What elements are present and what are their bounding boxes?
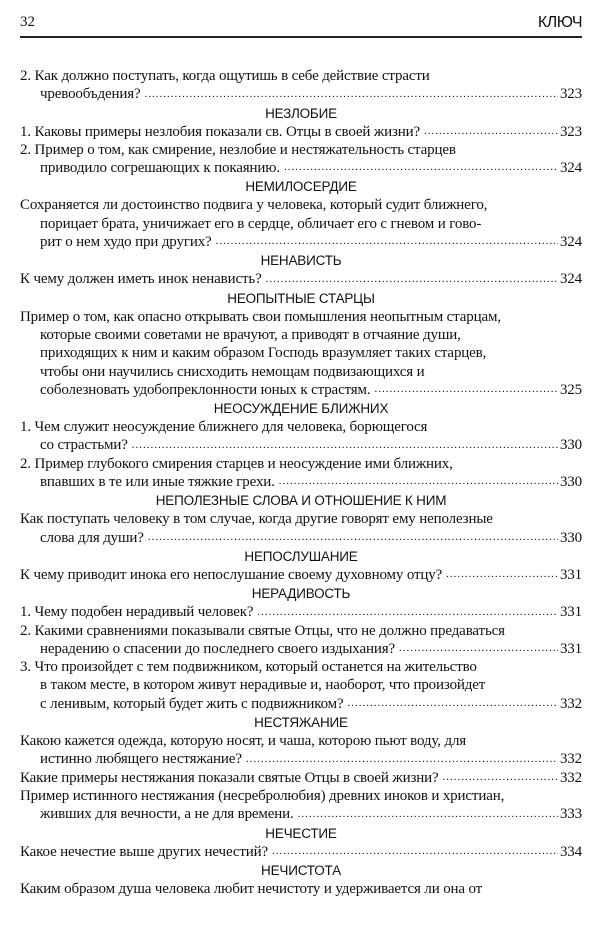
page-reference: 323 bbox=[559, 123, 582, 140]
section-title: НЕНАВИСТЬ bbox=[260, 253, 342, 269]
dot-leader bbox=[298, 805, 558, 823]
dot-leader bbox=[216, 233, 558, 251]
page-reference: 332 bbox=[559, 695, 582, 712]
entry-line bbox=[20, 159, 582, 177]
toc-entry bbox=[20, 270, 582, 288]
entry-line bbox=[20, 603, 582, 621]
dot-leader bbox=[132, 436, 558, 454]
entry-text: истинно любящего нестяжание? bbox=[40, 751, 242, 768]
entry-line bbox=[20, 658, 582, 676]
entry-text: со страстьми? bbox=[40, 437, 128, 454]
toc-entry bbox=[20, 603, 582, 621]
dot-leader bbox=[348, 695, 558, 713]
entry-line bbox=[20, 363, 582, 381]
toc-entry bbox=[20, 196, 582, 251]
entry-text: 1. Чему подобен нерадивый человек? bbox=[20, 604, 254, 621]
toc-section bbox=[20, 824, 582, 861]
entry-line bbox=[20, 123, 582, 141]
toc-section bbox=[20, 289, 582, 399]
page-reference: 324 bbox=[559, 234, 582, 251]
page-reference: 330 bbox=[559, 437, 582, 454]
entry-line bbox=[20, 381, 582, 399]
toc-section bbox=[20, 104, 582, 178]
table-of-contents bbox=[20, 67, 582, 898]
toc-entry bbox=[20, 769, 582, 787]
entry-text: соболезновать удобопреклонности юных к страстям. bbox=[40, 381, 371, 398]
entry-text: Как поступать человеку в том случае, когда другие говорят ему неполезные bbox=[20, 511, 493, 528]
section-title: НЕОСУЖДЕНИЕ БЛИЖНИХ bbox=[213, 401, 389, 417]
page-reference: 323 bbox=[559, 86, 582, 103]
entry-line bbox=[20, 196, 582, 214]
entry-text: впавших в те или иные тяжкие грехи. bbox=[40, 474, 275, 491]
dot-leader bbox=[272, 843, 558, 861]
entry-text: Сохраняется ли достоинство подвига у человека, который судит ближнего, bbox=[20, 197, 488, 214]
section-title: НЕМИЛОСЕРДИЕ bbox=[245, 179, 357, 195]
page-reference: 330 bbox=[559, 474, 582, 491]
entry-line bbox=[20, 233, 582, 251]
toc-entry bbox=[20, 622, 582, 659]
toc-section bbox=[20, 584, 582, 713]
entry-line bbox=[20, 529, 582, 547]
toc-entry bbox=[20, 510, 582, 547]
toc-entry bbox=[20, 566, 582, 584]
toc-section bbox=[20, 399, 582, 491]
entry-text: 2. Какими сравнениями показывали святые Отцы, что не должно предаваться bbox=[20, 622, 505, 639]
dot-leader bbox=[443, 769, 558, 787]
entry-text: К чему приводит инока его непослушание своему духовному отцу? bbox=[20, 566, 443, 583]
page-reference: 330 bbox=[559, 529, 582, 546]
toc-section bbox=[20, 491, 582, 547]
entry-text: живших для вечности, а не для времени. bbox=[40, 806, 294, 823]
entry-line bbox=[20, 732, 582, 750]
toc-section bbox=[20, 251, 582, 288]
page-reference: 324 bbox=[559, 160, 582, 177]
toc-entry bbox=[20, 787, 582, 824]
dot-leader bbox=[424, 123, 558, 141]
entry-line bbox=[20, 418, 582, 436]
page-reference: 334 bbox=[559, 843, 582, 860]
page-reference: 332 bbox=[559, 751, 582, 768]
page-reference: 333 bbox=[559, 806, 582, 823]
dot-leader bbox=[145, 85, 558, 103]
entry-text: Пример о том, как опасно открывать свои помышления неопытным старцам, bbox=[20, 308, 501, 325]
toc-section bbox=[20, 547, 582, 584]
entry-text: слова для души? bbox=[40, 529, 144, 546]
page-reference: 325 bbox=[559, 381, 582, 398]
entry-text: 2. Как должно поступать, когда ощутишь в себе действие страсти bbox=[20, 68, 430, 84]
dot-leader bbox=[266, 270, 558, 288]
entry-text: приходящих к ним и каким образом Господь вразумляет таких старцев, bbox=[40, 345, 487, 362]
toc-section bbox=[20, 67, 582, 104]
entry-line bbox=[20, 344, 582, 362]
toc-entry bbox=[20, 455, 582, 492]
entry-line bbox=[20, 880, 582, 898]
toc-entry bbox=[20, 418, 582, 455]
entry-text: Какие примеры нестяжания показали святые Отцы в своей жизни? bbox=[20, 769, 439, 786]
entry-text: приводило согрешающих к покаянию. bbox=[40, 160, 280, 177]
entry-line bbox=[20, 67, 582, 85]
dot-leader bbox=[148, 529, 558, 547]
section-title: НЕЧИСТОТА bbox=[261, 862, 341, 878]
entry-line bbox=[20, 436, 582, 454]
toc-entry bbox=[20, 732, 582, 769]
entry-line bbox=[20, 270, 582, 288]
entry-line bbox=[20, 85, 582, 103]
dot-leader bbox=[257, 603, 558, 621]
entry-text: 2. Пример о том, как смирение, незлобие и нестяжательность старцев bbox=[20, 141, 456, 158]
entry-text: К чему должен иметь инок ненависть? bbox=[20, 271, 262, 288]
entry-text: с ленивым, который будет жить с подвижником? bbox=[40, 695, 344, 712]
entry-text: Какою кажется одежда, которую носят, и чаша, которою пьют воду, для bbox=[20, 733, 467, 750]
entry-text: 1. Чем служит неосуждение ближнего для человека, борющегося bbox=[20, 419, 428, 436]
entry-text: 2. Пример глубокого смирения старцев и неосуждение ими ближних, bbox=[20, 455, 453, 472]
entry-line bbox=[20, 510, 582, 528]
entry-line bbox=[20, 676, 582, 694]
section-title: НЕПОЛЕЗНЫЕ СЛОВА И ОТНОШЕНИЕ К НИМ bbox=[155, 493, 447, 509]
section-title: НЕЗЛОБИЕ bbox=[265, 105, 337, 121]
entry-line bbox=[20, 566, 582, 584]
page-reference: 324 bbox=[559, 271, 582, 288]
page-reference: 331 bbox=[559, 640, 582, 657]
dot-leader bbox=[446, 566, 558, 584]
dot-leader bbox=[284, 159, 558, 177]
entry-line bbox=[20, 843, 582, 861]
entry-text: чтобы они научились снисходить немощам подвизающихся и bbox=[40, 363, 425, 380]
toc-section bbox=[20, 861, 582, 898]
entry-text: порицает брата, уничижает его в сердце, обличает его с гневом и гово- bbox=[40, 215, 482, 232]
entry-text: Каким образом душа человека любит нечистоту и удерживается ли она от bbox=[20, 880, 483, 897]
dot-leader bbox=[399, 640, 558, 658]
page-reference: 331 bbox=[559, 604, 582, 621]
running-title: КЛЮЧ bbox=[537, 14, 582, 31]
section-title: НЕЧЕСТИЕ bbox=[265, 825, 337, 841]
toc-entry bbox=[20, 843, 582, 861]
toc-entry bbox=[20, 880, 582, 898]
entry-text: в таком месте, в котором живут нерадивые и, наоборот, что произойдет bbox=[40, 677, 486, 694]
entry-line bbox=[20, 455, 582, 473]
toc-entry bbox=[20, 141, 582, 178]
entry-text: нерадению о спасении до последнего своего издыхания? bbox=[40, 640, 395, 657]
entry-line bbox=[20, 769, 582, 787]
dot-leader bbox=[279, 473, 558, 491]
entry-line bbox=[20, 141, 582, 159]
entry-line bbox=[20, 622, 582, 640]
section-title: НЕПОСЛУШАНИЕ bbox=[244, 548, 358, 564]
entry-line bbox=[20, 326, 582, 344]
toc-section bbox=[20, 713, 582, 823]
entry-text: Пример истинного нестяжания (несребролюбия) древних иноков и христиан, bbox=[20, 787, 505, 804]
entry-text: рит о нем худо при других? bbox=[40, 234, 212, 251]
page-reference: 331 bbox=[559, 566, 582, 583]
entry-text: 1. Каковы примеры незлобия показали св. Отцы в своей жизни? bbox=[20, 123, 420, 140]
dot-leader bbox=[246, 750, 558, 768]
entry-line bbox=[20, 215, 582, 233]
dot-leader bbox=[374, 381, 557, 399]
entry-text: 3. Что произойдет с тем подвижником, который останется на жительство bbox=[20, 659, 477, 676]
toc-entry bbox=[20, 123, 582, 141]
entry-line bbox=[20, 750, 582, 768]
entry-line bbox=[20, 805, 582, 823]
entry-line bbox=[20, 787, 582, 805]
section-title: НЕСТЯЖАНИЕ bbox=[254, 715, 348, 731]
toc-section bbox=[20, 177, 582, 251]
toc-entry bbox=[20, 67, 582, 104]
section-title: НЕОПЫТНЫЕ СТАРЦЫ bbox=[227, 290, 375, 306]
running-header bbox=[20, 12, 582, 38]
entry-line bbox=[20, 473, 582, 491]
entry-line bbox=[20, 640, 582, 658]
toc-entry bbox=[20, 308, 582, 399]
section-title: НЕРАДИВОСТЬ bbox=[251, 586, 351, 602]
entry-line bbox=[20, 308, 582, 326]
entry-text: которые своими советами не врачуют, а приводят в отчаяние души, bbox=[40, 326, 461, 343]
page-number: 32 bbox=[20, 14, 35, 30]
page-reference: 332 bbox=[559, 769, 582, 786]
entry-text: чревообъдения? bbox=[40, 86, 141, 103]
toc-entry bbox=[20, 658, 582, 713]
entry-text: Какое нечестие выше других нечестий? bbox=[20, 843, 269, 860]
entry-line bbox=[20, 695, 582, 713]
